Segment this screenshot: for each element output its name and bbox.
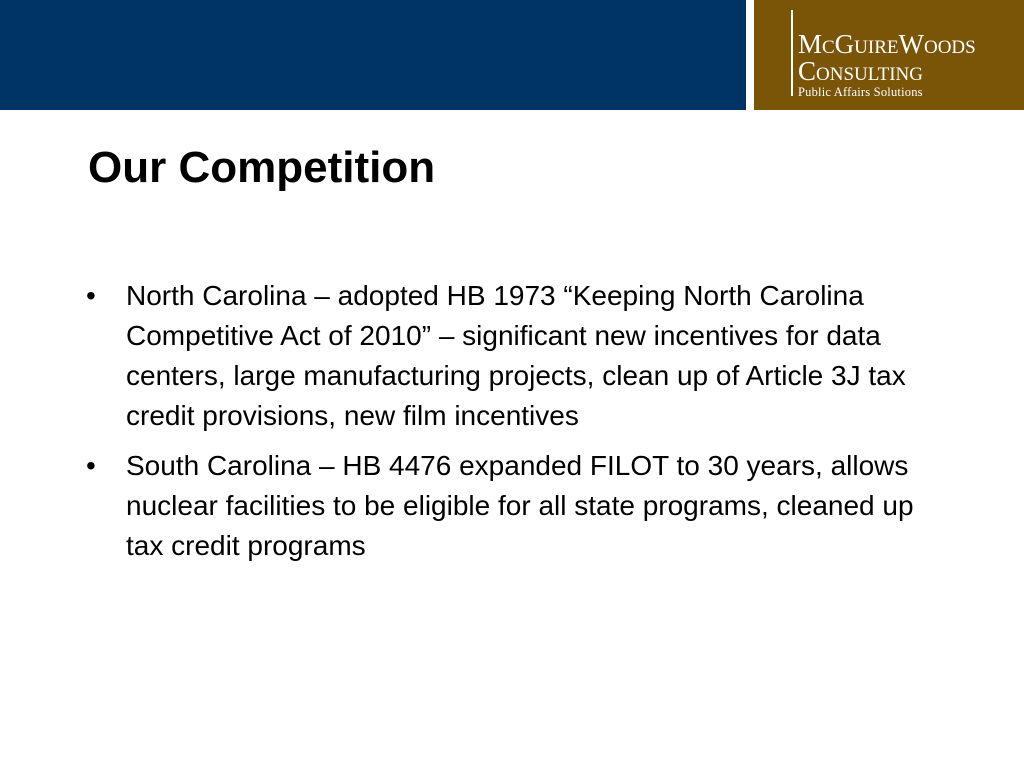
- header-divider: [746, 0, 754, 110]
- logo-rule: [791, 10, 793, 96]
- logo-name-line1: McGuireWoods: [798, 29, 976, 59]
- bullet-text: North Carolina – adopted HB 1973 “Keeping North Carolina Competitive Act of 2010” – significant new incentives for data centers, large manufacturing projects, clean up of Article 3J tax credit provisions, new film incentives: [126, 280, 906, 431]
- header-band: [0, 0, 746, 110]
- logo-tagline: Public Affairs Solutions: [798, 85, 923, 99]
- bullet-list: [86, 276, 916, 576]
- bullet-north-carolina: [86, 276, 916, 436]
- logo-name-line2: Consulting: [798, 56, 923, 86]
- company-logo: [754, 0, 1024, 110]
- bullet-south-carolina: [86, 446, 916, 566]
- bullet-dot-icon: •: [86, 280, 96, 311]
- bullet-text: South Carolina – HB 4476 expanded FILOT to 30 years, allows nuclear facilities to be eligible for all state programs, cleaned up tax credit programs: [126, 450, 914, 561]
- bullet-dot-icon: •: [86, 450, 96, 481]
- slide-title: Our Competition: [88, 143, 436, 192]
